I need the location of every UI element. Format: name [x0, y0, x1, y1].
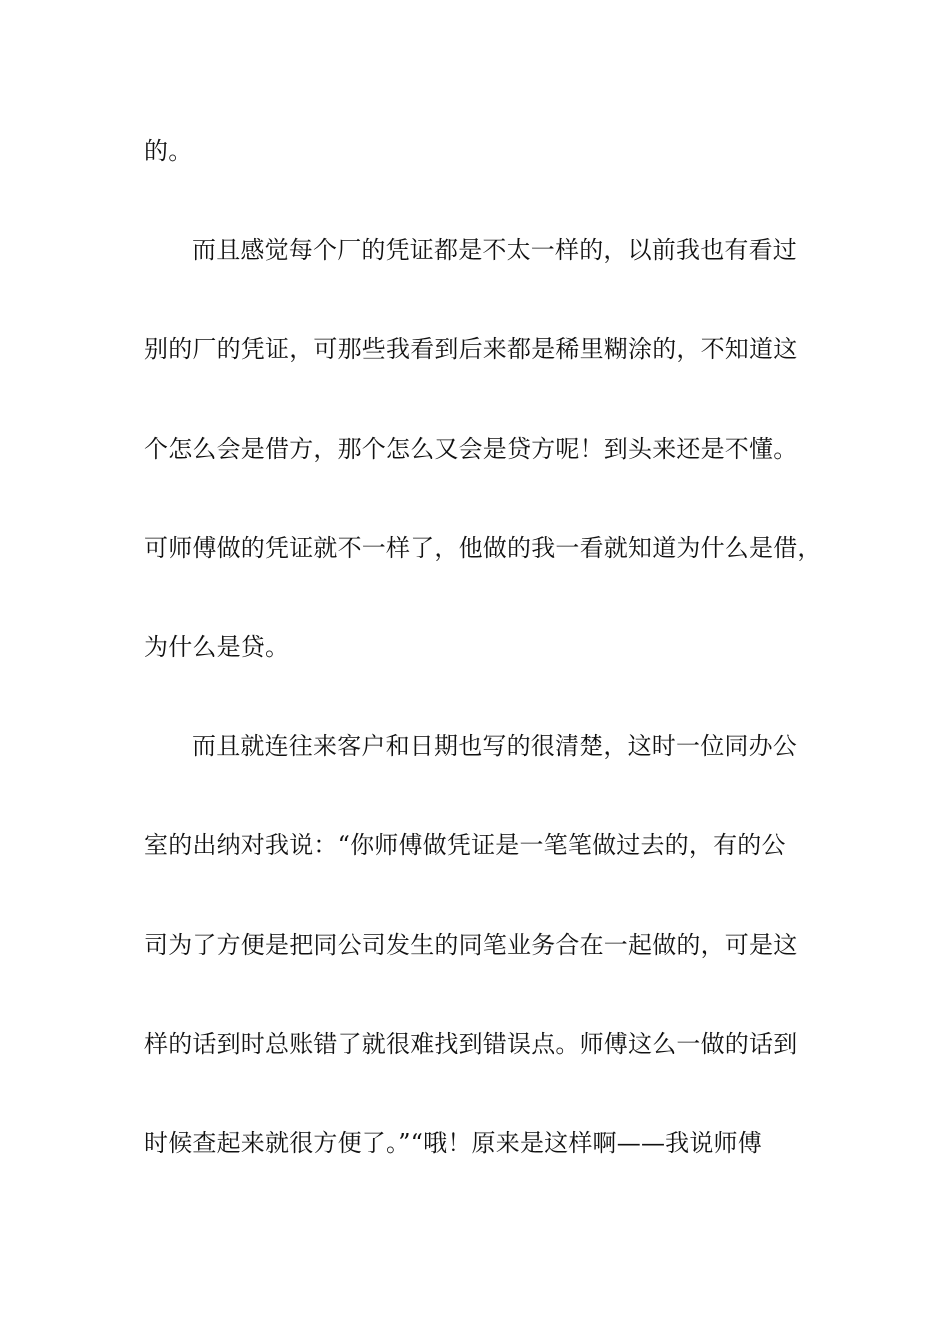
text-line: 别的厂的凭证，可那些我看到后来都是稀里糊涂的，不知道这	[144, 335, 798, 364]
text-line: 的。	[144, 137, 193, 165]
text-line: 为什么是贷。	[144, 632, 290, 661]
text-line: 而且感觉每个厂的凭证都是不太一样的，以前我也有看过	[192, 236, 797, 265]
text-line: 室的出纳对我说：“你师傅做凭证是一笔笔做过去的，有的公	[144, 831, 786, 860]
text-line: 个怎么会是借方，那个怎么又会是贷方呢！到头来还是不懂。	[144, 434, 798, 463]
text-line: 司为了方便是把同公司发生的同笔业务合在一起做的，可是这	[144, 930, 798, 959]
text-line: 时候查起来就很方便了。”“哦！原来是这样啊——我说师傅	[144, 1128, 762, 1157]
document-body	[144, 127, 834, 1218]
text-line: 可师傅做的凭证就不一样了，他做的我一看就知道为什么是借，	[144, 533, 822, 562]
text-line: 而且就连往来客户和日期也写的很清楚，这时一位同办公	[192, 732, 797, 761]
text-line: 样的话到时总账错了就很难找到错误点。师傅这么一做的话到	[144, 1029, 798, 1058]
